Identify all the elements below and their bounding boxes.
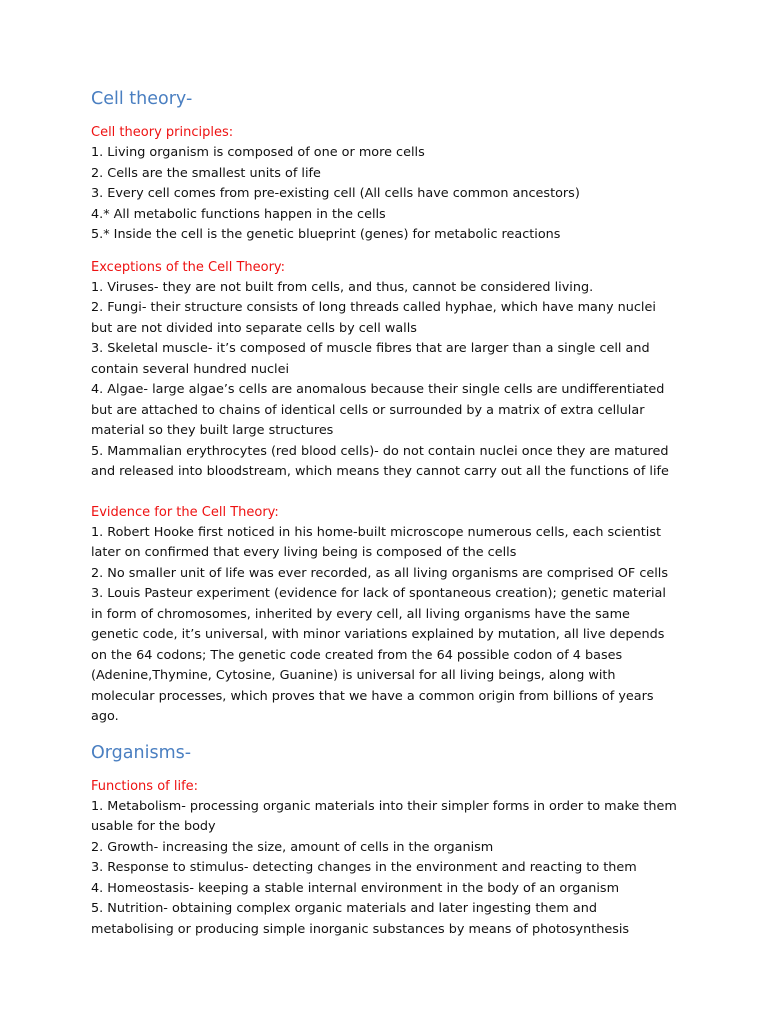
function-item: 4. Homeostasis- keeping a stable internal environment in the body of an organism: [91, 880, 620, 896]
exception-item: 4. Algae- large algae’s cells are anomalous because their single cells are undifferentiated but are attached to chains of identical cells or surrounded by a matrix of extra cellular material so they built large structures: [91, 382, 665, 438]
heading-cell-theory: Cell theory-: [91, 89, 193, 109]
exception-item: 5. Mammalian erythrocytes (red blood cells)- do not contain nuclei once they are matured and released into bloodstream, which means they cannot carry out all the functions of life: [91, 443, 669, 479]
principle-item: 4.* All metabolic functions happen in the cells: [91, 206, 386, 222]
evidence-item: 2. No smaller unit of life was ever recorded, as all living organisms are comprised OF cells: [91, 565, 669, 581]
heading-organisms: Organisms-: [91, 742, 192, 763]
evidence-item: 1. Robert Hooke first noticed in his home-built microscope numerous cells, each scientist later on confirmed that every living being is composed of the cells: [91, 524, 662, 560]
function-item: 1. Metabolism- processing organic materials into their simpler forms in order to make them usable for the body: [91, 798, 677, 834]
subheading-evidence: Evidence for the Cell Theory:: [91, 504, 279, 520]
subheading-exceptions: Exceptions of the Cell Theory:: [91, 259, 286, 275]
principle-item: 1. Living organism is composed of one or more cells: [91, 145, 425, 160]
function-item: 3. Response to stimulus- detecting changes in the environment and reacting to them: [91, 860, 637, 875]
principle-item: 2. Cells are the smallest units of life: [91, 165, 321, 181]
exception-item: 3. Skeletal muscle- it’s composed of muscle fibres that are larger than a single cell and contain several hundred nuclei: [91, 341, 650, 377]
function-item: 5. Nutrition- obtaining complex organic materials and later ingesting them and metabolising or producing simple inorganic substances by means of photosynthesis: [91, 901, 630, 937]
function-item: 2. Growth- increasing the size, amount of cells in the organism: [91, 839, 494, 855]
exception-item: 2. Fungi- their structure consists of long threads called hyphae, which have many nuclei but are not divided into separate cells by cell walls: [91, 300, 656, 336]
document-body: [91, 86, 681, 940]
evidence-item: 3. Louis Pasteur experiment (evidence for lack of spontaneous creation); genetic material in form of chromosomes, inherited by every cell, all living organisms have the same genetic code, it’s universal, with minor variations explained by mutation, all live depends on the 64 codons; The genetic code created from the 64 possible codon of 4 bases (Adenine,Thymine, Cytosine, Guanine) is universal for all living beings, along with molecular processes, which proves that we have a common origin from billions of years ago.: [91, 586, 666, 724]
principle-item: 5.* Inside the cell is the genetic blueprint (genes) for metabolic reactions: [91, 227, 561, 242]
subheading-principles: Cell theory principles:: [91, 125, 234, 140]
exception-item: 1. Viruses- they are not built from cells, and thus, cannot be considered living.: [91, 279, 594, 295]
subheading-functions: Functions of life:: [91, 778, 199, 794]
principle-item: 3. Every cell comes from pre-existing cell (All cells have common ancestors): [91, 186, 580, 201]
